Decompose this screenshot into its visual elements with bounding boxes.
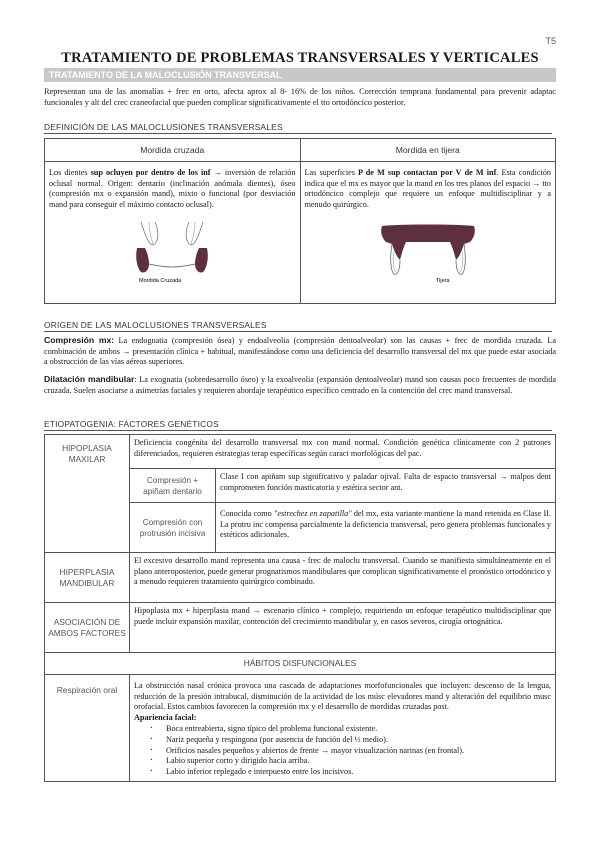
habits-header: HÁBITOS DISFUNCIONALES — [45, 653, 556, 675]
scissor-bite-header: Mordida en tijera — [300, 139, 556, 162]
crossbite-cell: Los dientes sup ocluyen por dentro de los inf → inversión de relación oclusal normal. Origen: dentario (inclinación anómala dientes), óseo (compresión mx o expansión mand), mixto o funcional (por desviación mand para conseguir el máximo contacto oclusal). Mordida Cruzada — [45, 162, 301, 304]
list-item: · Labio superior corto y dirigido hacia arriba. — [150, 756, 551, 767]
both-factors-text: Hipoplasia mx + hiperplasia mand → escenario clínico + complejo, requiriendo un enfoque terapéutico multidisciplinar que puede incluir expansión maxilar, contención del crecimiento mandibular y, en casos severos, cirugía ortognática. — [130, 603, 556, 653]
etiopathogenesis-heading: ETIOPATOGENIA: FACTORES GENÉTICOS — [44, 419, 552, 431]
section-bar: TRATAMIENTO DE LA MALOCLUSIÓN TRANSVERSAL — [44, 68, 556, 82]
crossbite-header: Mordida cruzada — [45, 139, 301, 162]
definition-table — [44, 138, 556, 304]
scissor-bite-caption: Tijera — [435, 278, 450, 284]
definition-heading: DEFINICIÓN DE LAS MALOCLUSIONES TRANSVERSALES — [44, 122, 552, 134]
list-item: · Orificios nasales pequeños y abiertos de frente → mayor visualización narinas (en frontal). — [150, 746, 551, 757]
compression-protrusion-text: Conocida como "estrechez en zapatilla" del mx, esta variante mantiene la mand retenida en Clase II. La protru inc compensa parcialmente la deficiencia transversal, pero genera problemas funcionales y estéticos adicionales. — [216, 503, 556, 553]
scissor-bite-key-phrase: P de M sup contactan por V de M inf — [358, 168, 497, 177]
hypoplasia-text: Deficiencia congénita del desarrollo transversal mx con mand normal. Condición genética clínicamente con 2 patrones diferenciados, requieren estrategias terap específicas según caract morfológicas del pac. — [130, 435, 556, 469]
list-item: · Boca entreabierta, signo típico del problema funcional existente. — [150, 724, 551, 735]
origin-paragraph-compression: Compresión mx: La endognatia (compresión ósea) y endoalveolia (compresión dentoalveolar) son las causas + frec de mordida cruzada. La combinación de ambos → presentación clínica + habitual, manifestándose como una deficiencia del desarrollo transversal del mx que puede estar asociada a obstrucción de las vías aéreas superiores. — [44, 335, 556, 367]
oral-breathing-cell — [130, 675, 556, 782]
compression-protrusion-label: Compresión con protrusión incisiva — [130, 503, 216, 553]
intro-paragraph: Representan una de las anomalías + frec en orto, afecta aprox al 8- 16% de los niños. Corrección temprana fundamental para prevenir adaptac funcionales y alt del crec craneofacial que pueden complicar significativamente el tto ortodóncico posterior. — [44, 87, 556, 107]
page-title: TRATAMIENTO DE PROBLEMAS TRANSVERSALES Y VERTICALES — [61, 50, 539, 66]
etiopathogenesis-table — [44, 434, 556, 782]
page-number: T5 — [545, 36, 556, 46]
origin-paragraph-dilation: Dilatación mandibular: La exognatia (sobredesarrollo óseo) y la exoalveolia (expansión dentoalveolar) mand son causas poco frecuentes de mordida cruzada. Suelen asociarse a asimetrías faciales y requieren abordaje terapéutico específico centrado en la contención del crec mand transversal. — [44, 374, 556, 395]
scissor-bite-cell: Las superficies P de M sup contactan por V de M inf. Esta condición indica que el mx es mayor que la mand en los tres planos del espacio → tto ortodóncico complejo que requiere un enfoque multidisciplinar y a menudo quirúrgico. Tijera — [300, 162, 556, 304]
compression-crowding-text: Clase I con apiñam sup significativo y paladar ojival. Falta de espacio transversal → malpos dent comprometen función masticatoria y estética sector ant. — [216, 469, 556, 503]
crossbite-key-phrase: sup ocluyen por dentro de los inf — [90, 168, 211, 177]
oral-breathing-text: La obstrucción nasal crónica provoca una cascada de adaptaciones morfofuncionales que incluyen: descenso de la lengua, reducción de la presión intrabucal, disminución de la actividad de los músc elevadores mand y alteración del equilibrio musc orofacial. Estos cambios favorecen la compresión mx y el desarrollo de mordidas cruzadas post. — [134, 681, 551, 712]
both-factors-label: ASOCIACIÓN DE AMBOS FACTORES — [45, 603, 130, 653]
hyperplasia-label: HIPERPLASIA MANDIBULAR — [45, 553, 130, 603]
hyperplasia-text: El excesivo desarrollo mand representa una causa - frec de maloclu transversal. Cuando se manifiesta simultáneamente en el plano anteroposterior, puede generar prognatismos mandibulares que complican significativamente el pronóstico ortodóncico y a menudo requieren tratamiento quirúrgico combinado. — [130, 553, 556, 603]
dilation-term: Dilatación mandibular — [44, 374, 135, 384]
list-item: · Nariz pequeña y respingona (por ausencia de función del ⅓ medio). — [150, 735, 551, 746]
origin-heading: ORIGEN DE LAS MALOCLUSIONES TRANSVERSALES — [44, 320, 552, 332]
compression-crowding-label: Compresión + apiñam dentario — [130, 469, 216, 503]
list-item: · Labio inferior replegado e interpuesto entre los incisivos. — [150, 767, 551, 778]
facial-appearance-title: Apariencia facial: — [134, 712, 197, 722]
scissor-bite-tooth-illustration — [378, 222, 478, 284]
crossbite-tooth-illustration — [127, 218, 217, 284]
slipper-narrowing-term: "estrechez en zapatilla" — [273, 509, 352, 518]
hypoplasia-label: HIPOPLASIA MAXILAR — [45, 435, 130, 553]
facial-appearance-list — [150, 724, 551, 777]
compression-term: Compresión mx: — [44, 335, 115, 345]
crossbite-caption: Mordida Cruzada — [139, 278, 182, 284]
oral-breathing-label: Respiración oral — [45, 675, 130, 782]
